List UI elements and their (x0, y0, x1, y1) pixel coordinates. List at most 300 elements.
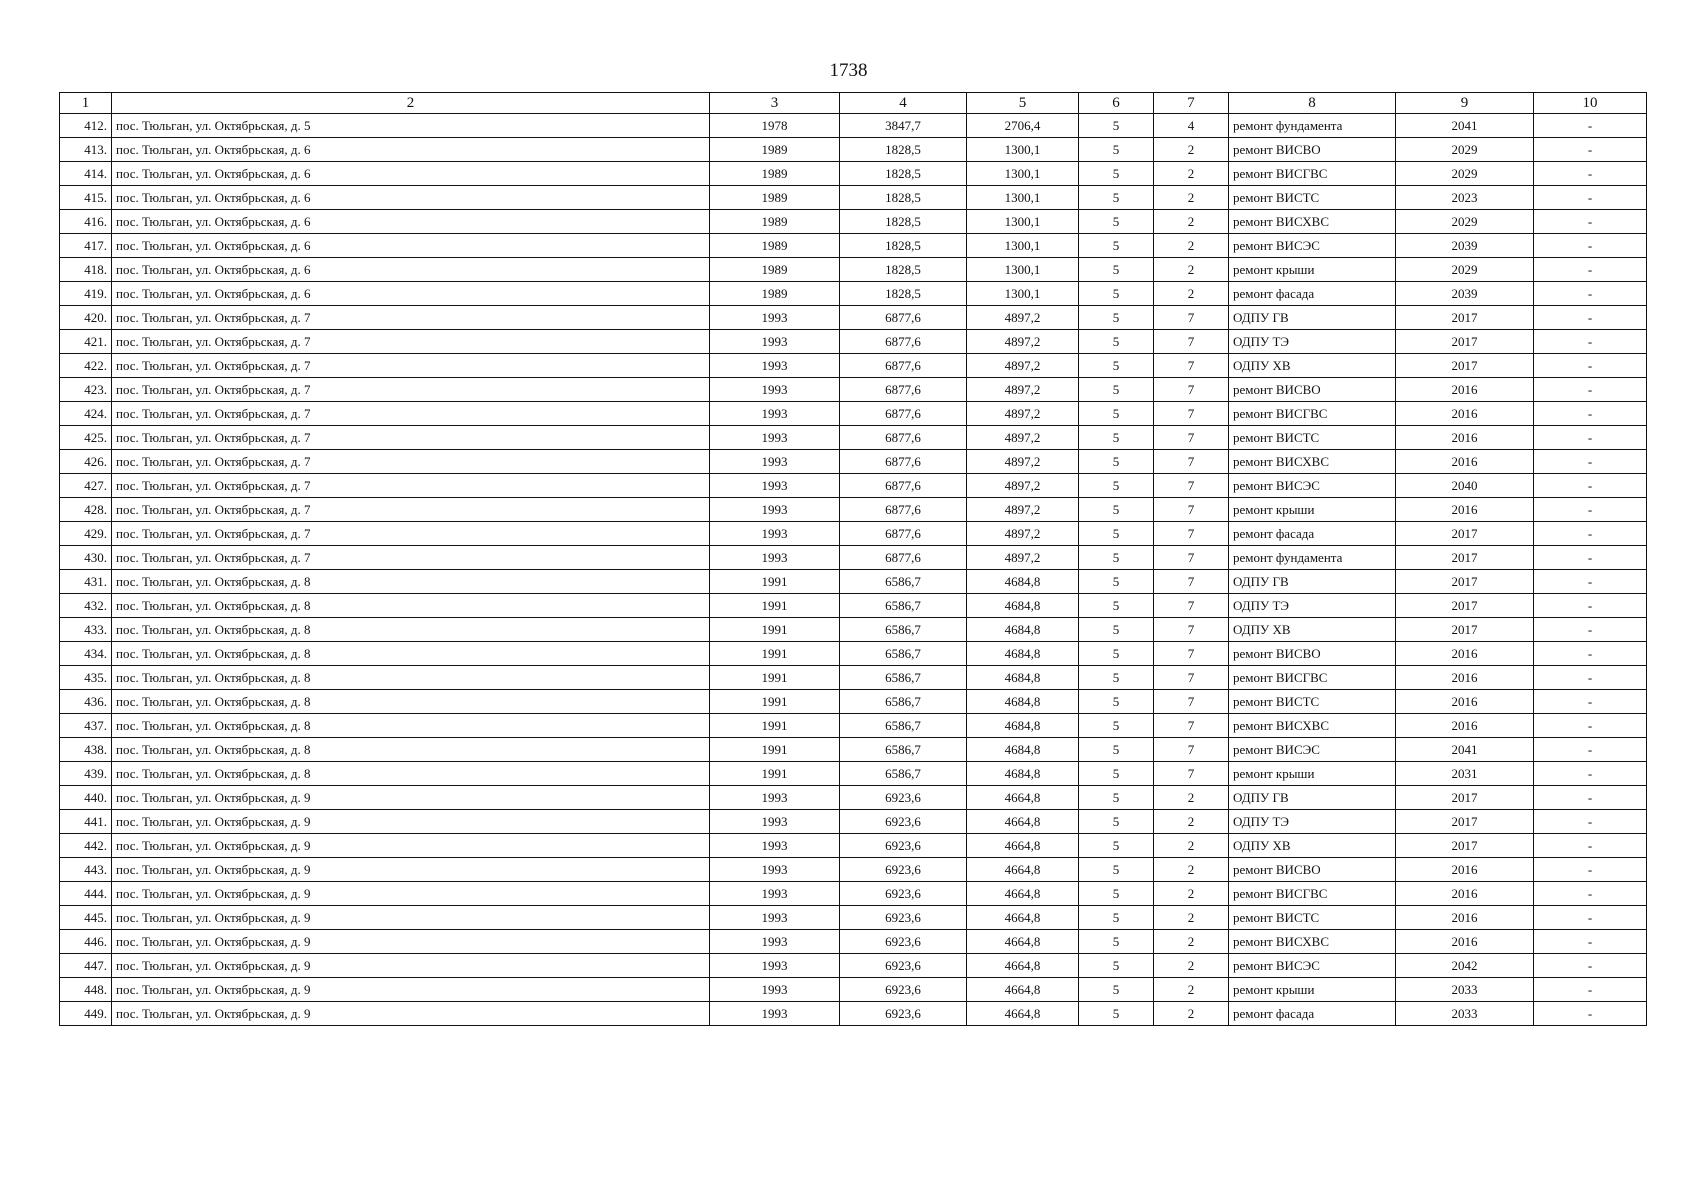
planned-year-cell: 2017 (1396, 522, 1534, 546)
note-cell: - (1534, 354, 1647, 378)
floors-cell: 5 (1079, 594, 1154, 618)
planned-year-cell: 2016 (1396, 666, 1534, 690)
planned-year-cell: 2016 (1396, 906, 1534, 930)
planned-year-cell: 2033 (1396, 978, 1534, 1002)
living-area-cell: 4897,2 (967, 474, 1079, 498)
floors-cell: 5 (1079, 570, 1154, 594)
planned-year-cell: 2016 (1396, 450, 1534, 474)
table-row (60, 162, 1647, 186)
living-area-cell: 1300,1 (967, 162, 1079, 186)
row-number-cell: 414. (60, 162, 112, 186)
entrances-cell: 4 (1154, 114, 1229, 138)
table-row (60, 810, 1647, 834)
entrances-cell: 7 (1154, 618, 1229, 642)
entrances-cell: 2 (1154, 138, 1229, 162)
planned-year-cell: 2029 (1396, 258, 1534, 282)
table-row (60, 882, 1647, 906)
entrances-cell: 7 (1154, 570, 1229, 594)
note-cell: - (1534, 714, 1647, 738)
row-number-cell: 433. (60, 618, 112, 642)
total-area-cell: 6586,7 (840, 594, 967, 618)
table-row (60, 786, 1647, 810)
work-type-cell: ремонт ВИСЭС (1229, 954, 1396, 978)
total-area-cell: 6586,7 (840, 618, 967, 642)
note-cell: - (1534, 522, 1647, 546)
living-area-cell: 4664,8 (967, 978, 1079, 1002)
total-area-cell: 6586,7 (840, 762, 967, 786)
floors-cell: 5 (1079, 1002, 1154, 1026)
living-area-cell: 4897,2 (967, 426, 1079, 450)
row-number-cell: 445. (60, 906, 112, 930)
floors-cell: 5 (1079, 234, 1154, 258)
work-type-cell: ремонт ВИСТС (1229, 186, 1396, 210)
living-area-cell: 4897,2 (967, 306, 1079, 330)
row-number-cell: 421. (60, 330, 112, 354)
living-area-cell: 1300,1 (967, 234, 1079, 258)
floors-cell: 5 (1079, 618, 1154, 642)
work-type-cell: ремонт ВИСЭС (1229, 234, 1396, 258)
note-cell: - (1534, 330, 1647, 354)
entrances-cell: 2 (1154, 954, 1229, 978)
row-number-cell: 444. (60, 882, 112, 906)
entrances-cell: 2 (1154, 930, 1229, 954)
living-area-cell: 4897,2 (967, 450, 1079, 474)
table-row (60, 930, 1647, 954)
total-area-cell: 6877,6 (840, 354, 967, 378)
floors-cell: 5 (1079, 138, 1154, 162)
total-area-cell: 1828,5 (840, 186, 967, 210)
address-cell: пос. Тюльган, ул. Октябрьская, д. 7 (112, 546, 710, 570)
entrances-cell: 2 (1154, 906, 1229, 930)
work-type-cell: ремонт крыши (1229, 978, 1396, 1002)
year-built-cell: 1993 (710, 354, 840, 378)
year-built-cell: 1993 (710, 906, 840, 930)
total-area-cell: 6923,6 (840, 858, 967, 882)
living-area-cell: 4684,8 (967, 666, 1079, 690)
entrances-cell: 7 (1154, 546, 1229, 570)
year-built-cell: 1993 (710, 834, 840, 858)
note-cell: - (1534, 306, 1647, 330)
work-type-cell: ремонт ВИСГВС (1229, 666, 1396, 690)
note-cell: - (1534, 258, 1647, 282)
note-cell: - (1534, 834, 1647, 858)
address-cell: пос. Тюльган, ул. Октябрьская, д. 7 (112, 522, 710, 546)
address-cell: пос. Тюльган, ул. Октябрьская, д. 8 (112, 762, 710, 786)
living-area-cell: 4664,8 (967, 1002, 1079, 1026)
total-area-cell: 1828,5 (840, 210, 967, 234)
entrances-cell: 2 (1154, 234, 1229, 258)
entrances-cell: 7 (1154, 474, 1229, 498)
address-cell: пос. Тюльган, ул. Октябрьская, д. 9 (112, 1002, 710, 1026)
table-row (60, 234, 1647, 258)
work-type-cell: ремонт ВИСГВС (1229, 402, 1396, 426)
planned-year-cell: 2017 (1396, 834, 1534, 858)
entrances-cell: 7 (1154, 378, 1229, 402)
note-cell: - (1534, 978, 1647, 1002)
table-row (60, 1002, 1647, 1026)
floors-cell: 5 (1079, 810, 1154, 834)
note-cell: - (1534, 930, 1647, 954)
column-header: 6 (1079, 93, 1154, 114)
note-cell: - (1534, 906, 1647, 930)
living-area-cell: 1300,1 (967, 282, 1079, 306)
total-area-cell: 6586,7 (840, 690, 967, 714)
entrances-cell: 7 (1154, 666, 1229, 690)
entrances-cell: 7 (1154, 642, 1229, 666)
planned-year-cell: 2041 (1396, 738, 1534, 762)
work-type-cell: ремонт ВИСХВС (1229, 450, 1396, 474)
living-area-cell: 1300,1 (967, 210, 1079, 234)
table-row (60, 858, 1647, 882)
year-built-cell: 1993 (710, 978, 840, 1002)
address-cell: пос. Тюльган, ул. Октябрьская, д. 8 (112, 594, 710, 618)
planned-year-cell: 2031 (1396, 762, 1534, 786)
total-area-cell: 6923,6 (840, 834, 967, 858)
address-cell: пос. Тюльган, ул. Октябрьская, д. 7 (112, 306, 710, 330)
entrances-cell: 2 (1154, 786, 1229, 810)
planned-year-cell: 2016 (1396, 690, 1534, 714)
address-cell: пос. Тюльган, ул. Октябрьская, д. 9 (112, 786, 710, 810)
address-cell: пос. Тюльган, ул. Октябрьская, д. 7 (112, 426, 710, 450)
year-built-cell: 1993 (710, 786, 840, 810)
total-area-cell: 6877,6 (840, 546, 967, 570)
living-area-cell: 4684,8 (967, 594, 1079, 618)
total-area-cell: 6877,6 (840, 306, 967, 330)
living-area-cell: 4664,8 (967, 906, 1079, 930)
year-built-cell: 1993 (710, 378, 840, 402)
living-area-cell: 4684,8 (967, 570, 1079, 594)
address-cell: пос. Тюльган, ул. Октябрьская, д. 9 (112, 858, 710, 882)
note-cell: - (1534, 378, 1647, 402)
address-cell: пос. Тюльган, ул. Октябрьская, д. 9 (112, 954, 710, 978)
living-area-cell: 4897,2 (967, 546, 1079, 570)
column-header: 2 (112, 93, 710, 114)
floors-cell: 5 (1079, 906, 1154, 930)
work-type-cell: ремонт ВИСЭС (1229, 474, 1396, 498)
table-body (60, 114, 1647, 1026)
floors-cell: 5 (1079, 162, 1154, 186)
address-cell: пос. Тюльган, ул. Октябрьская, д. 9 (112, 906, 710, 930)
planned-year-cell: 2016 (1396, 402, 1534, 426)
year-built-cell: 1993 (710, 426, 840, 450)
row-number-cell: 439. (60, 762, 112, 786)
year-built-cell: 1993 (710, 1002, 840, 1026)
row-number-cell: 425. (60, 426, 112, 450)
floors-cell: 5 (1079, 186, 1154, 210)
planned-year-cell: 2017 (1396, 546, 1534, 570)
year-built-cell: 1989 (710, 162, 840, 186)
floors-cell: 5 (1079, 498, 1154, 522)
planned-year-cell: 2039 (1396, 234, 1534, 258)
table-row (60, 210, 1647, 234)
total-area-cell: 6923,6 (840, 930, 967, 954)
column-header: 3 (710, 93, 840, 114)
year-built-cell: 1989 (710, 138, 840, 162)
floors-cell: 5 (1079, 762, 1154, 786)
living-area-cell: 1300,1 (967, 258, 1079, 282)
year-built-cell: 1993 (710, 498, 840, 522)
note-cell: - (1534, 570, 1647, 594)
year-built-cell: 1989 (710, 210, 840, 234)
column-header: 7 (1154, 93, 1229, 114)
work-type-cell: ремонт фундамента (1229, 546, 1396, 570)
table-row (60, 906, 1647, 930)
work-type-cell: ОДПУ ТЭ (1229, 330, 1396, 354)
year-built-cell: 1993 (710, 546, 840, 570)
total-area-cell: 6923,6 (840, 810, 967, 834)
total-area-cell: 6586,7 (840, 570, 967, 594)
note-cell: - (1534, 666, 1647, 690)
year-built-cell: 1991 (710, 690, 840, 714)
total-area-cell: 1828,5 (840, 162, 967, 186)
table-row (60, 258, 1647, 282)
address-cell: пос. Тюльган, ул. Октябрьская, д. 9 (112, 930, 710, 954)
year-built-cell: 1991 (710, 666, 840, 690)
address-cell: пос. Тюльган, ул. Октябрьская, д. 9 (112, 882, 710, 906)
entrances-cell: 7 (1154, 402, 1229, 426)
entrances-cell: 7 (1154, 762, 1229, 786)
work-type-cell: ОДПУ ГВ (1229, 570, 1396, 594)
table-row (60, 618, 1647, 642)
work-type-cell: ремонт фасада (1229, 1002, 1396, 1026)
row-number-cell: 448. (60, 978, 112, 1002)
work-type-cell: ОДПУ ТЭ (1229, 810, 1396, 834)
note-cell: - (1534, 234, 1647, 258)
note-cell: - (1534, 546, 1647, 570)
table-row (60, 306, 1647, 330)
work-type-cell: ремонт ВИСТС (1229, 690, 1396, 714)
address-cell: пос. Тюльган, ул. Октябрьская, д. 7 (112, 354, 710, 378)
row-number-cell: 428. (60, 498, 112, 522)
entrances-cell: 7 (1154, 306, 1229, 330)
row-number-cell: 422. (60, 354, 112, 378)
note-cell: - (1534, 594, 1647, 618)
work-type-cell: ОДПУ ГВ (1229, 306, 1396, 330)
floors-cell: 5 (1079, 546, 1154, 570)
total-area-cell: 6877,6 (840, 378, 967, 402)
row-number-cell: 415. (60, 186, 112, 210)
year-built-cell: 1989 (710, 258, 840, 282)
total-area-cell: 6586,7 (840, 642, 967, 666)
planned-year-cell: 2017 (1396, 618, 1534, 642)
living-area-cell: 4684,8 (967, 618, 1079, 642)
column-header: 4 (840, 93, 967, 114)
work-type-cell: ремонт ВИСХВС (1229, 714, 1396, 738)
work-type-cell: ремонт ВИСТС (1229, 906, 1396, 930)
row-number-cell: 431. (60, 570, 112, 594)
note-cell: - (1534, 450, 1647, 474)
entrances-cell: 7 (1154, 738, 1229, 762)
floors-cell: 5 (1079, 714, 1154, 738)
address-cell: пос. Тюльган, ул. Октябрьская, д. 8 (112, 738, 710, 762)
work-type-cell: ремонт ВИСВО (1229, 858, 1396, 882)
living-area-cell: 4664,8 (967, 858, 1079, 882)
work-type-cell: ремонт ВИСХВС (1229, 210, 1396, 234)
total-area-cell: 6877,6 (840, 330, 967, 354)
note-cell: - (1534, 474, 1647, 498)
total-area-cell: 3847,7 (840, 114, 967, 138)
column-header: 8 (1229, 93, 1396, 114)
total-area-cell: 6586,7 (840, 738, 967, 762)
page-number: 1738 (829, 60, 868, 81)
total-area-cell: 6877,6 (840, 474, 967, 498)
work-type-cell: ремонт ВИСВО (1229, 642, 1396, 666)
entrances-cell: 7 (1154, 714, 1229, 738)
entrances-cell: 7 (1154, 330, 1229, 354)
total-area-cell: 6923,6 (840, 1002, 967, 1026)
column-header: 9 (1396, 93, 1534, 114)
floors-cell: 5 (1079, 450, 1154, 474)
floors-cell: 5 (1079, 858, 1154, 882)
planned-year-cell: 2017 (1396, 786, 1534, 810)
entrances-cell: 7 (1154, 498, 1229, 522)
floors-cell: 5 (1079, 930, 1154, 954)
total-area-cell: 6586,7 (840, 666, 967, 690)
address-cell: пос. Тюльган, ул. Октябрьская, д. 8 (112, 618, 710, 642)
note-cell: - (1534, 1002, 1647, 1026)
work-type-cell: ремонт фасада (1229, 522, 1396, 546)
work-type-cell: ОДПУ ТЭ (1229, 594, 1396, 618)
year-built-cell: 1993 (710, 450, 840, 474)
entrances-cell: 2 (1154, 282, 1229, 306)
living-area-cell: 4684,8 (967, 738, 1079, 762)
planned-year-cell: 2016 (1396, 378, 1534, 402)
address-cell: пос. Тюльган, ул. Октябрьская, д. 6 (112, 258, 710, 282)
living-area-cell: 4684,8 (967, 762, 1079, 786)
address-cell: пос. Тюльган, ул. Октябрьская, д. 5 (112, 114, 710, 138)
row-number-cell: 427. (60, 474, 112, 498)
living-area-cell: 4897,2 (967, 354, 1079, 378)
entrances-cell: 2 (1154, 162, 1229, 186)
living-area-cell: 4664,8 (967, 810, 1079, 834)
address-cell: пос. Тюльган, ул. Октябрьская, д. 8 (112, 570, 710, 594)
entrances-cell: 7 (1154, 522, 1229, 546)
work-type-cell: ремонт ВИСВО (1229, 138, 1396, 162)
entrances-cell: 2 (1154, 882, 1229, 906)
row-number-cell: 437. (60, 714, 112, 738)
table-row (60, 138, 1647, 162)
header-row (60, 93, 1647, 114)
year-built-cell: 1993 (710, 930, 840, 954)
address-cell: пос. Тюльган, ул. Октябрьская, д. 8 (112, 666, 710, 690)
floors-cell: 5 (1079, 114, 1154, 138)
table-row (60, 546, 1647, 570)
work-type-cell: ремонт ВИСГВС (1229, 882, 1396, 906)
address-cell: пос. Тюльган, ул. Октябрьская, д. 6 (112, 162, 710, 186)
row-number-cell: 429. (60, 522, 112, 546)
row-number-cell: 432. (60, 594, 112, 618)
entrances-cell: 2 (1154, 186, 1229, 210)
planned-year-cell: 2040 (1396, 474, 1534, 498)
work-type-cell: ремонт ВИСТС (1229, 426, 1396, 450)
row-number-cell: 441. (60, 810, 112, 834)
table-row (60, 282, 1647, 306)
work-type-cell: ремонт крыши (1229, 258, 1396, 282)
row-number-cell: 413. (60, 138, 112, 162)
note-cell: - (1534, 690, 1647, 714)
year-built-cell: 1993 (710, 402, 840, 426)
year-built-cell: 1991 (710, 570, 840, 594)
year-built-cell: 1993 (710, 810, 840, 834)
living-area-cell: 4897,2 (967, 402, 1079, 426)
note-cell: - (1534, 162, 1647, 186)
year-built-cell: 1991 (710, 762, 840, 786)
total-area-cell: 6877,6 (840, 426, 967, 450)
total-area-cell: 6877,6 (840, 522, 967, 546)
row-number-cell: 416. (60, 210, 112, 234)
floors-cell: 5 (1079, 978, 1154, 1002)
work-type-cell: ремонт ВИСГВС (1229, 162, 1396, 186)
address-cell: пос. Тюльган, ул. Октябрьская, д. 9 (112, 810, 710, 834)
note-cell: - (1534, 858, 1647, 882)
note-cell: - (1534, 882, 1647, 906)
table-row (60, 762, 1647, 786)
total-area-cell: 6923,6 (840, 882, 967, 906)
total-area-cell: 6923,6 (840, 954, 967, 978)
total-area-cell: 6586,7 (840, 714, 967, 738)
year-built-cell: 1991 (710, 594, 840, 618)
entrances-cell: 2 (1154, 858, 1229, 882)
floors-cell: 5 (1079, 282, 1154, 306)
living-area-cell: 4897,2 (967, 498, 1079, 522)
work-type-cell: ОДПУ ХВ (1229, 618, 1396, 642)
floors-cell: 5 (1079, 642, 1154, 666)
living-area-cell: 4664,8 (967, 786, 1079, 810)
living-area-cell: 4664,8 (967, 954, 1079, 978)
note-cell: - (1534, 762, 1647, 786)
register-table (59, 92, 1647, 1026)
address-cell: пос. Тюльган, ул. Октябрьская, д. 9 (112, 978, 710, 1002)
address-cell: пос. Тюльган, ул. Октябрьская, д. 7 (112, 378, 710, 402)
floors-cell: 5 (1079, 786, 1154, 810)
row-number-cell: 434. (60, 642, 112, 666)
address-cell: пос. Тюльган, ул. Октябрьская, д. 6 (112, 282, 710, 306)
floors-cell: 5 (1079, 834, 1154, 858)
floors-cell: 5 (1079, 690, 1154, 714)
planned-year-cell: 2029 (1396, 162, 1534, 186)
entrances-cell: 2 (1154, 1002, 1229, 1026)
table-row (60, 474, 1647, 498)
table-row (60, 186, 1647, 210)
address-cell: пос. Тюльган, ул. Октябрьская, д. 7 (112, 330, 710, 354)
living-area-cell: 2706,4 (967, 114, 1079, 138)
note-cell: - (1534, 186, 1647, 210)
table-row (60, 978, 1647, 1002)
floors-cell: 5 (1079, 378, 1154, 402)
living-area-cell: 4897,2 (967, 522, 1079, 546)
note-cell: - (1534, 738, 1647, 762)
living-area-cell: 4664,8 (967, 834, 1079, 858)
table-row (60, 378, 1647, 402)
entrances-cell: 2 (1154, 210, 1229, 234)
table-row (60, 354, 1647, 378)
entrances-cell: 2 (1154, 258, 1229, 282)
note-cell: - (1534, 810, 1647, 834)
table-row (60, 834, 1647, 858)
note-cell: - (1534, 642, 1647, 666)
note-cell: - (1534, 618, 1647, 642)
living-area-cell: 4664,8 (967, 882, 1079, 906)
row-number-cell: 420. (60, 306, 112, 330)
address-cell: пос. Тюльган, ул. Октябрьская, д. 6 (112, 210, 710, 234)
address-cell: пос. Тюльган, ул. Октябрьская, д. 8 (112, 690, 710, 714)
address-cell: пос. Тюльган, ул. Октябрьская, д. 8 (112, 714, 710, 738)
year-built-cell: 1993 (710, 522, 840, 546)
floors-cell: 5 (1079, 474, 1154, 498)
planned-year-cell: 2017 (1396, 354, 1534, 378)
note-cell: - (1534, 954, 1647, 978)
living-area-cell: 4664,8 (967, 930, 1079, 954)
